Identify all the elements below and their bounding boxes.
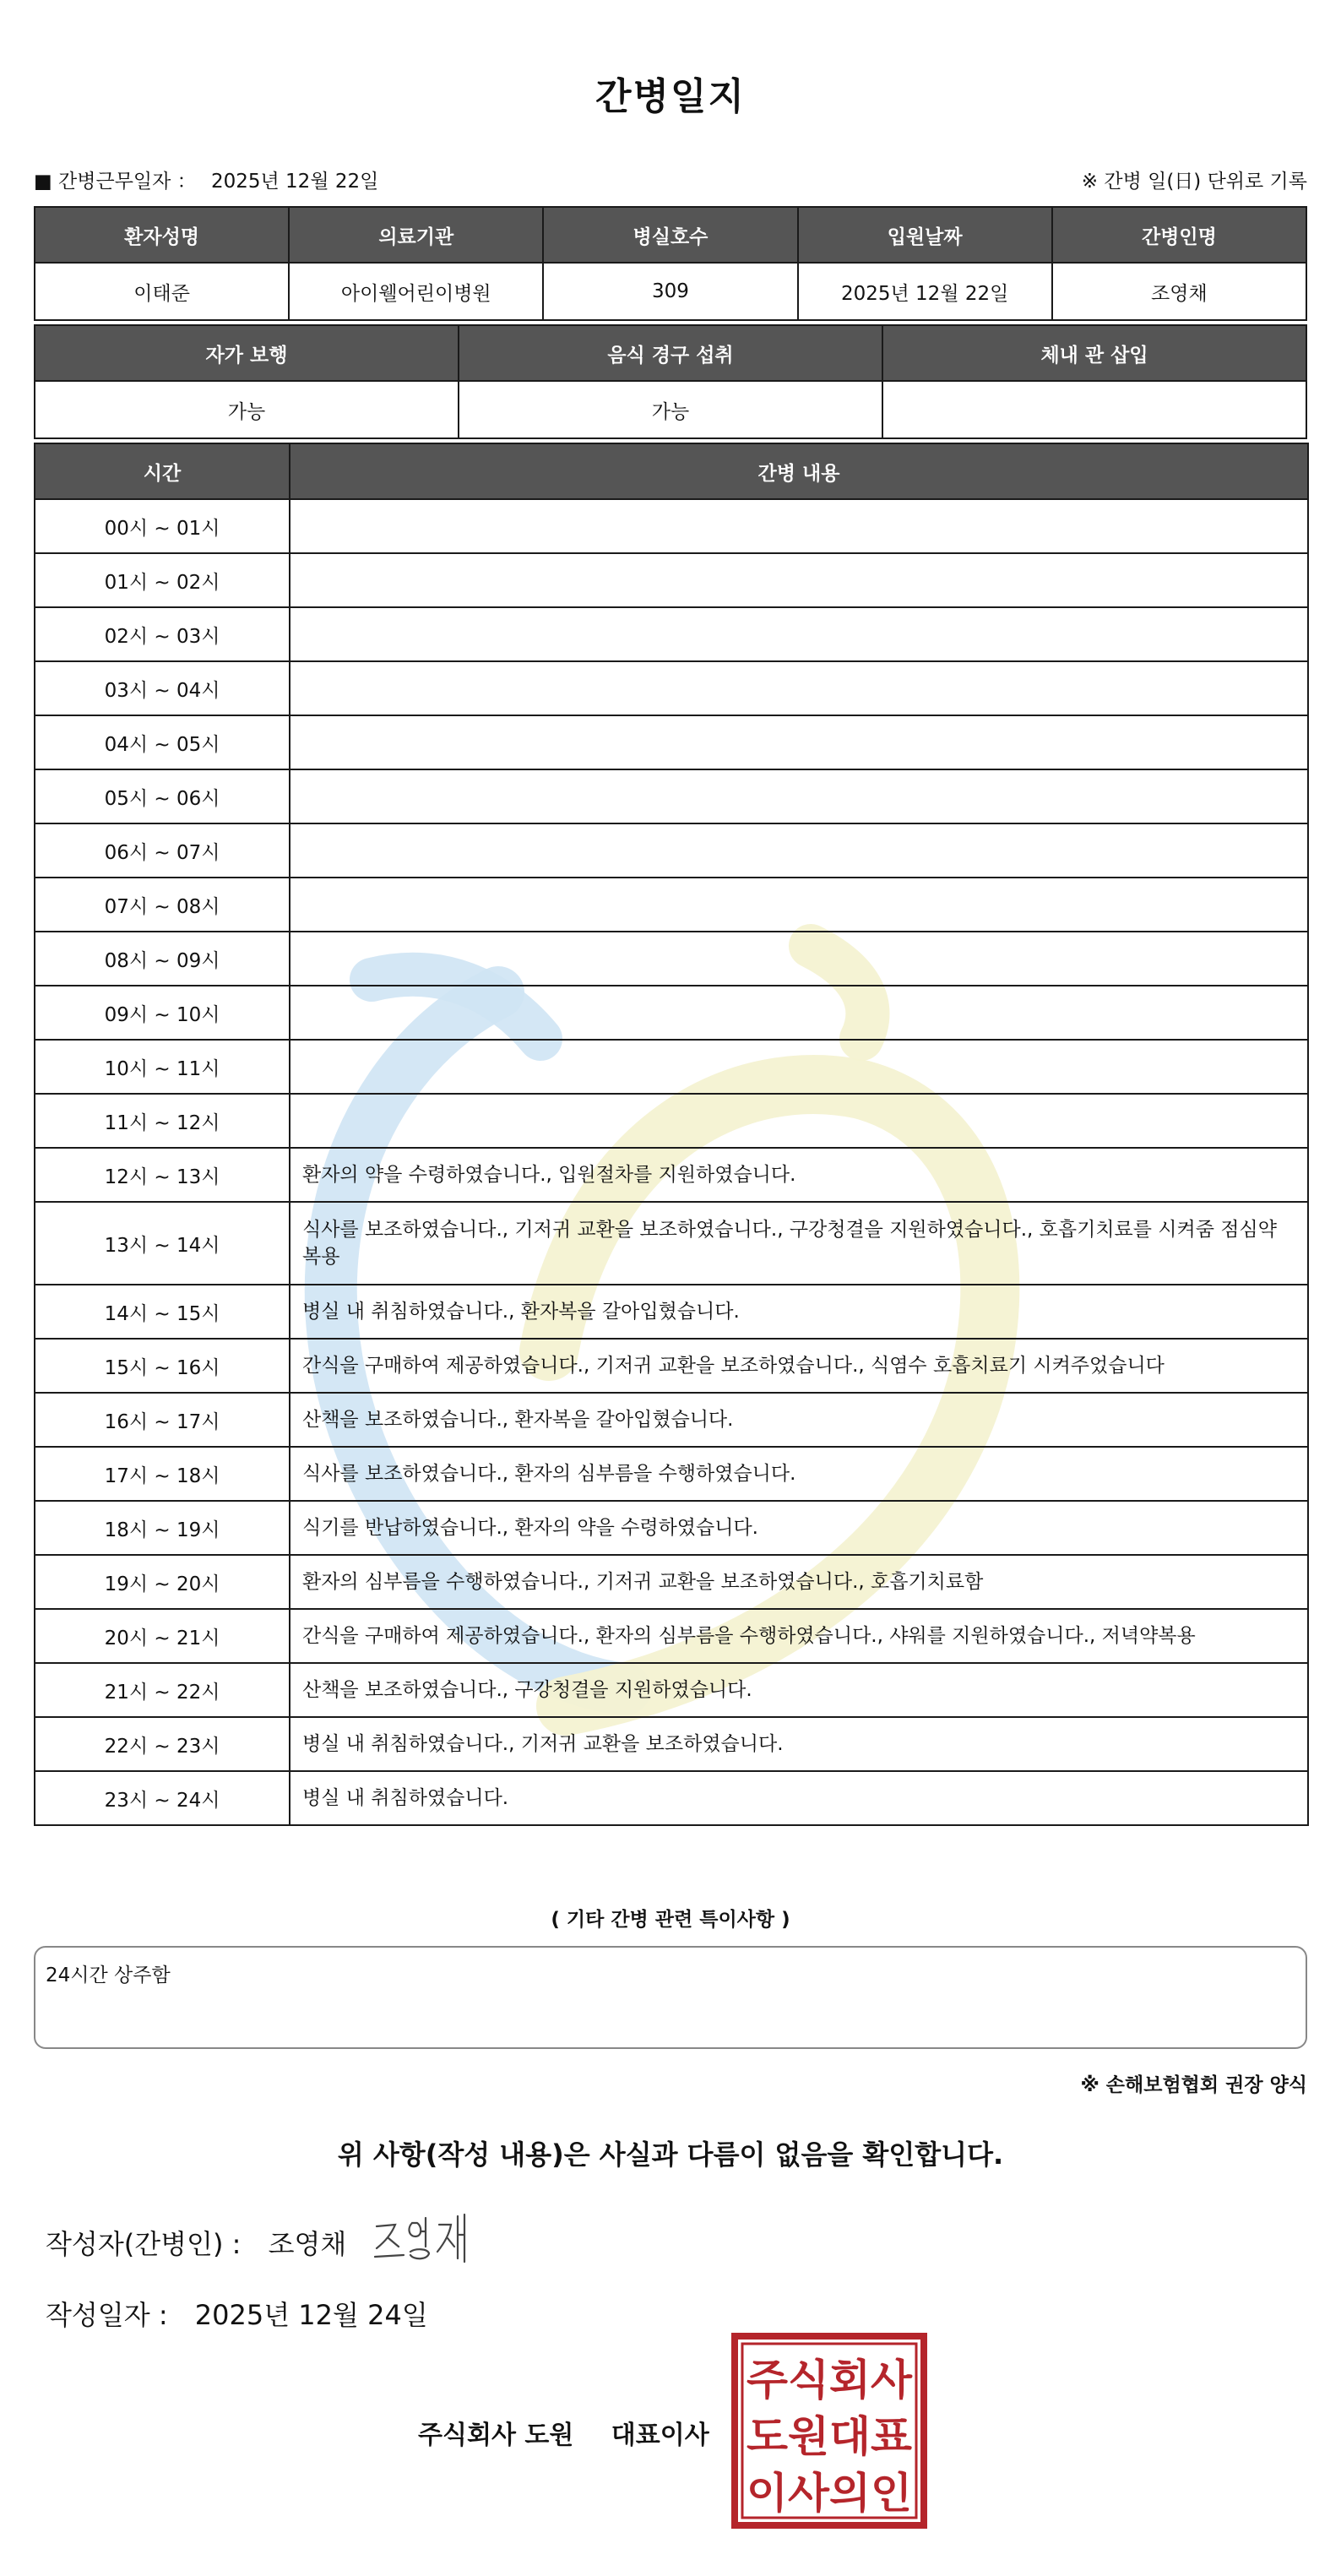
care-log-row [35, 1447, 1308, 1501]
care-log-content: 병실 내 취침하였습니다. [290, 1771, 1308, 1825]
care-log-row [35, 1094, 1308, 1148]
care-log-content [290, 715, 1308, 769]
recommended-form-note: ※ 손해보험협회 권장 양식 [1080, 2074, 1307, 2096]
writer-name: 조영채 [268, 2228, 347, 2260]
care-log-content [290, 986, 1308, 1040]
company-name: 주식회사 도원 [418, 2421, 574, 2450]
care-log-row [35, 823, 1308, 878]
care-log-time: 04시 ~ 05시 [35, 715, 290, 769]
tube-insertion-value [882, 381, 1306, 438]
writer-label: 작성자(간병인) : [46, 2228, 242, 2260]
confirmation-statement: 위 사항(작성 내용)은 사실과 다름이 없음을 확인합니다. [337, 2139, 1004, 2171]
svg-text:주식회사: 주식회사 [747, 2356, 913, 2405]
patient-condition-header-row [35, 325, 1306, 381]
header-caregiver-name: 간병인명 [1052, 207, 1306, 263]
care-log-row [35, 986, 1308, 1040]
care-log-time: 05시 ~ 06시 [35, 769, 290, 823]
care-log-time: 18시 ~ 19시 [35, 1501, 290, 1555]
care-log-content: 산책을 보조하였습니다., 구강청결을 지원하였습니다. [290, 1663, 1308, 1717]
written-date-line [46, 2294, 428, 2333]
care-log-time: 12시 ~ 13시 [35, 1148, 290, 1202]
care-log-content: 간식을 구매하여 제공하였습니다., 기저귀 교환을 보조하였습니다., 식염수 호흡치료기 시켜주었습니다 [290, 1339, 1308, 1393]
header-care-content: 간병 내용 [290, 443, 1308, 499]
care-log-row [35, 1771, 1308, 1825]
care-log-time: 19시 ~ 20시 [35, 1555, 290, 1609]
header-oral-intake: 음식 경구 섭취 [459, 325, 882, 381]
care-log-row [35, 932, 1308, 986]
caregiver-name: 조영채 [1052, 263, 1306, 320]
header-tube-insertion: 체내 관 삽입 [882, 325, 1306, 381]
patient-info-value-row [35, 263, 1306, 320]
care-log-row [35, 607, 1308, 661]
care-log-time: 17시 ~ 18시 [35, 1447, 290, 1501]
work-date-line [34, 166, 378, 193]
patient-condition-value-row [35, 381, 1306, 438]
handwritten-signature [370, 2208, 497, 2267]
care-log-time: 09시 ~ 10시 [35, 986, 290, 1040]
care-log-row [35, 1609, 1308, 1663]
care-log-content [290, 932, 1308, 986]
patient-info-header-row [35, 207, 1306, 263]
care-log-content: 병실 내 취침하였습니다., 환자복을 갈아입혔습니다. [290, 1285, 1308, 1339]
care-log-content [290, 499, 1308, 553]
care-log-content [290, 823, 1308, 878]
unit-note: ※ 간병 일(日) 단위로 기록 [1081, 171, 1307, 193]
care-log-time: 20시 ~ 21시 [35, 1609, 290, 1663]
care-log-time: 22시 ~ 23시 [35, 1717, 290, 1771]
care-log-content: 간식을 구매하여 제공하였습니다., 환자의 심부름을 수행하였습니다., 샤워를 지원하였습니다., 저녁약복용 [290, 1609, 1308, 1663]
writer-line [46, 2223, 346, 2262]
care-log-row [35, 769, 1308, 823]
care-log-content [290, 553, 1308, 607]
representative-title: 대표이사 [611, 2421, 709, 2450]
document-title: 간병일지 [594, 75, 746, 118]
care-log-time: 10시 ~ 11시 [35, 1040, 290, 1094]
svg-text:이사의인: 이사의인 [747, 2469, 912, 2518]
care-log-row [35, 1663, 1308, 1717]
care-log-content: 식사를 보조하였습니다., 환자의 심부름을 수행하였습니다. [290, 1447, 1308, 1501]
care-log-content [290, 661, 1308, 715]
svg-text:도원대표: 도원대표 [747, 2412, 913, 2461]
care-log-table [34, 443, 1309, 1826]
care-log-row [35, 1555, 1308, 1609]
care-log-content: 병실 내 취침하였습니다., 기저귀 교환을 보조하였습니다. [290, 1717, 1308, 1771]
care-log-content [290, 1040, 1308, 1094]
care-log-time: 07시 ~ 08시 [35, 878, 290, 932]
company-seal-stamp [730, 2331, 929, 2530]
patient-condition-table [34, 324, 1307, 439]
header-admission-date: 입원날짜 [798, 207, 1052, 263]
header-self-walking: 자가 보행 [35, 325, 459, 381]
care-log-row [35, 1393, 1308, 1447]
company-signature-line [418, 2414, 709, 2451]
care-log-time: 03시 ~ 04시 [35, 661, 290, 715]
care-log-row [35, 878, 1308, 932]
care-log-content: 환자의 약을 수령하였습니다., 입원절차를 지원하였습니다. [290, 1148, 1308, 1202]
care-log-row [35, 1339, 1308, 1393]
care-log-time: 06시 ~ 07시 [35, 823, 290, 878]
care-log-time: 23시 ~ 24시 [35, 1771, 290, 1825]
care-log-time: 01시 ~ 02시 [35, 553, 290, 607]
remarks-title: ( 기타 간병 관련 특이사항 ) [551, 1909, 790, 1931]
care-log-time: 14시 ~ 15시 [35, 1285, 290, 1339]
care-log-time: 16시 ~ 17시 [35, 1393, 290, 1447]
care-log-time: 08시 ~ 09시 [35, 932, 290, 986]
written-date-label: 작성일자 : [46, 2299, 168, 2331]
care-log-row [35, 1148, 1308, 1202]
care-log-row [35, 1717, 1308, 1771]
care-log-content: 식기를 반납하였습니다., 환자의 약을 수령하였습니다. [290, 1501, 1308, 1555]
patient-name: 이태준 [35, 263, 289, 320]
room-number: 309 [543, 263, 797, 320]
header-patient-name: 환자성명 [35, 207, 289, 263]
care-log-content [290, 769, 1308, 823]
care-log-content [290, 878, 1308, 932]
header-time: 시간 [35, 443, 290, 499]
remarks-box: 24시간 상주함 [34, 1946, 1307, 2049]
self-walking-value: 가능 [35, 381, 459, 438]
care-log-time: 13시 ~ 14시 [35, 1202, 290, 1285]
care-log-header-row [35, 443, 1308, 499]
work-date-value: 2025년 12월 22일 [210, 171, 379, 193]
care-log-time: 11시 ~ 12시 [35, 1094, 290, 1148]
oral-intake-value: 가능 [459, 381, 882, 438]
header-room-number: 병실호수 [543, 207, 797, 263]
care-log-row [35, 1285, 1308, 1339]
patient-info-table [34, 206, 1307, 321]
care-log-body [35, 499, 1308, 1825]
care-log-row [35, 1501, 1308, 1555]
care-log-time: 21시 ~ 22시 [35, 1663, 290, 1717]
care-log-content: 환자의 심부름을 수행하였습니다., 기저귀 교환을 보조하였습니다., 호흡기치료함 [290, 1555, 1308, 1609]
care-log-row [35, 1040, 1308, 1094]
care-log-row [35, 1202, 1308, 1285]
care-log-row [35, 661, 1308, 715]
written-date: 2025년 12월 24일 [194, 2299, 428, 2331]
care-log-row [35, 715, 1308, 769]
care-log-time: 02시 ~ 03시 [35, 607, 290, 661]
care-log-content [290, 607, 1308, 661]
care-log-row [35, 553, 1308, 607]
admission-date: 2025년 12월 22일 [798, 263, 1052, 320]
care-log-content: 산책을 보조하였습니다., 환자복을 갈아입혔습니다. [290, 1393, 1308, 1447]
care-log-time: 15시 ~ 16시 [35, 1339, 290, 1393]
work-date-label: ■ 간병근무일자 ： [34, 171, 197, 193]
hospital-name: 아이웰어린이병원 [289, 263, 543, 320]
care-log-content [290, 1094, 1308, 1148]
care-log-time: 00시 ~ 01시 [35, 499, 290, 553]
care-log-row [35, 499, 1308, 553]
header-hospital: 의료기관 [289, 207, 543, 263]
care-log-content: 식사를 보조하였습니다., 기저귀 교환을 보조하였습니다., 구강청결을 지원하였습니다., 호흡기치료를 시켜줌 점심약복용 [290, 1202, 1308, 1285]
